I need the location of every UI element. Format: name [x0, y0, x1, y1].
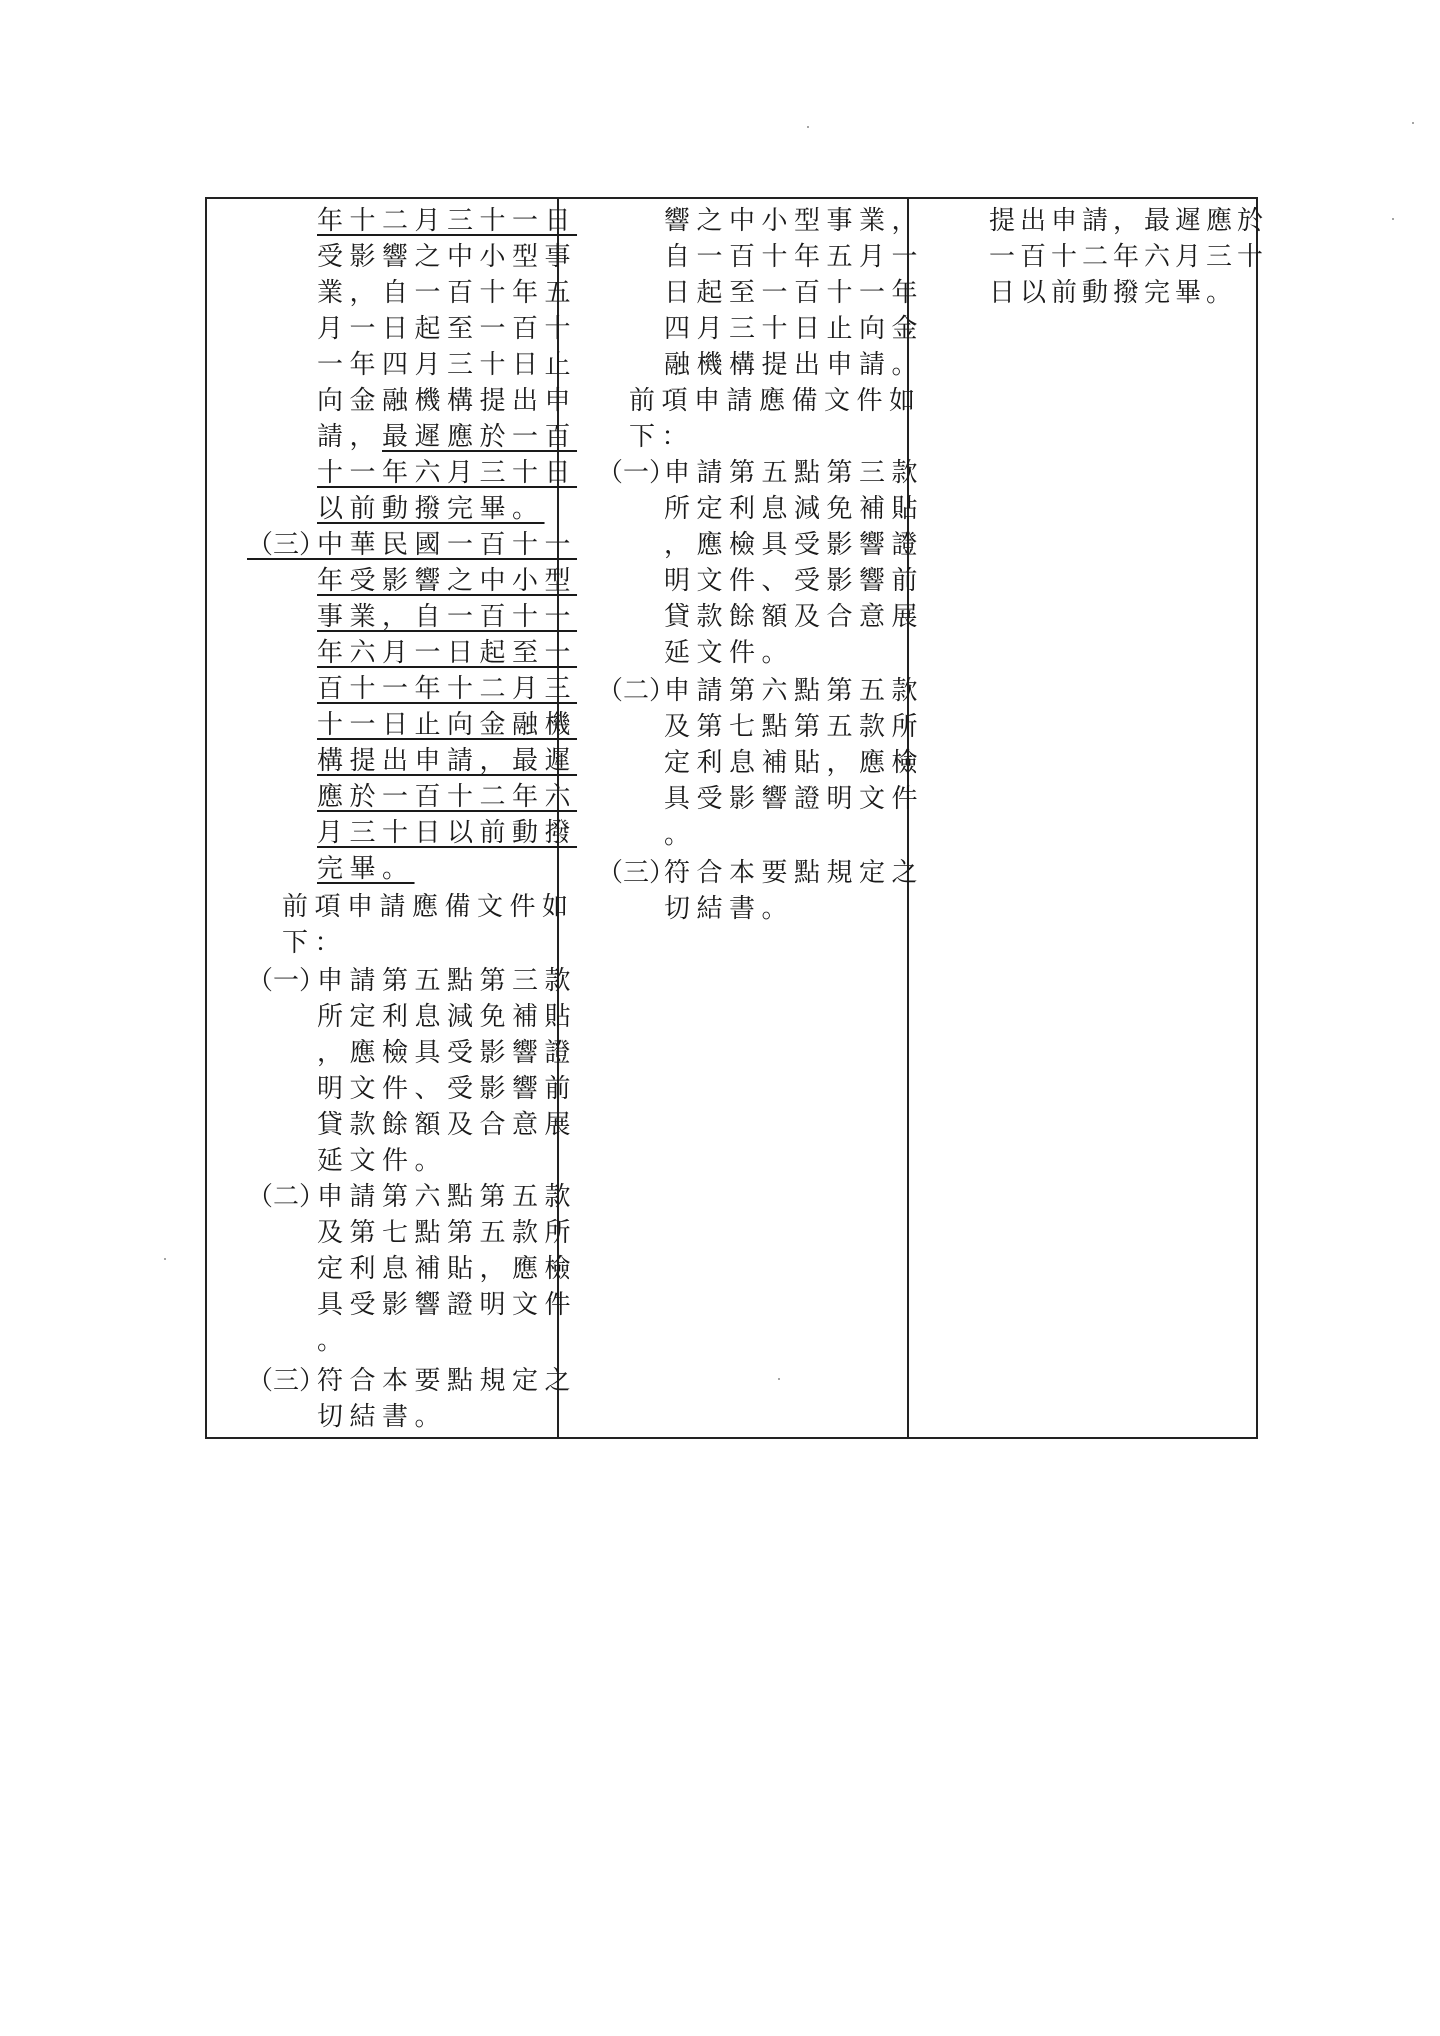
- column-current-text: [559, 199, 925, 1437]
- text-line: 申請第五點第三款: [317, 966, 578, 996]
- text-line: 延文件。: [664, 638, 795, 668]
- text-line: 定利息補貼，應檢: [317, 1254, 578, 1284]
- text-line-underlined: 事業，自一百十一: [317, 602, 578, 632]
- text-line: 一百十二年六月三十: [989, 242, 1269, 272]
- text-line: ，應檢具受影響證: [317, 1038, 578, 1068]
- scan-speck: [807, 126, 809, 128]
- text-line: 符合本要點規定之: [317, 1366, 578, 1396]
- text-line: 。: [317, 1326, 350, 1356]
- text-line: 貸款餘額及合意展: [317, 1110, 578, 1140]
- scan-speck: [1392, 218, 1394, 220]
- amendment-table: [205, 197, 1269, 1439]
- text-line: 年十二月三十一日: [317, 206, 578, 236]
- item-marker: （三）: [247, 1366, 326, 1396]
- text-line: 所定利息減免補貼: [664, 494, 925, 524]
- text-line-underlined: 完畢。: [317, 854, 415, 884]
- text-line: 日起至一百十一年: [664, 278, 925, 308]
- column-amended-text: [207, 199, 578, 1437]
- text-line: 月一日起至一百十: [317, 314, 578, 344]
- text-line: 切結書。: [317, 1402, 448, 1432]
- text-line: 定利息補貼，應檢: [664, 748, 925, 778]
- text-line: 明文件、受影響前: [664, 566, 925, 596]
- scan-speck: [1412, 122, 1414, 124]
- text-line: 業，自一百十年五: [317, 278, 578, 308]
- text-line: 及第七點第五款所: [664, 712, 925, 742]
- text-line: 一年四月三十日止: [317, 350, 578, 380]
- text-line: 申請第六點第五款: [664, 676, 925, 706]
- text-line: 符合本要點規定之: [664, 858, 925, 888]
- text-line-underlined: 年受影響之中小型: [317, 566, 578, 596]
- text-line-underlined: 月三十日以前動撥: [317, 818, 578, 848]
- text-line: 明文件、受影響前: [317, 1074, 578, 1104]
- docs-intro: 下：: [282, 928, 348, 958]
- text-line: 具受影響證明文件: [664, 784, 925, 814]
- item-marker: （二）: [597, 676, 676, 706]
- text-line-underlined: 中華民國一百十一: [317, 530, 578, 560]
- item-marker: （一）: [597, 458, 676, 488]
- text-line-underlined: 百十一年十二月三: [317, 674, 578, 704]
- text-line: 響之中小型事業，: [664, 206, 925, 236]
- scan-speck: [778, 1378, 780, 1380]
- text-line-underlined: 以前動撥完畢。: [317, 494, 545, 524]
- text-line-underlined: 構提出申請，最遲: [317, 746, 578, 776]
- text-line: ，應檢具受影響證: [664, 530, 925, 560]
- text-line: 所定利息減免補貼: [317, 1002, 578, 1032]
- scan-speck: [164, 1258, 166, 1260]
- text-line: 四月三十日止向金: [664, 314, 925, 344]
- docs-intro: 下：: [629, 422, 695, 452]
- text-line: 申請第六點第五款: [317, 1182, 578, 1212]
- text-line: 切結書。: [664, 894, 795, 924]
- text-line: 延文件。: [317, 1146, 448, 1176]
- text-line: 。: [664, 820, 697, 850]
- text-line: 日以前動撥完畢。: [989, 278, 1238, 308]
- item-marker: （三）: [247, 530, 326, 560]
- text-line: 向金融機構提出申: [317, 386, 578, 416]
- text-line: 及第七點第五款所: [317, 1218, 578, 1248]
- text-line: 融機構提出申請。: [664, 350, 925, 380]
- item-marker: （二）: [247, 1182, 326, 1212]
- text-line: 申請第五點第三款: [664, 458, 925, 488]
- item-marker: （三）: [597, 858, 676, 888]
- text-line-underlined: 最遲應於一百: [382, 422, 578, 452]
- docs-intro: 前項申請應備文件如: [282, 892, 575, 922]
- text-line: 受影響之中小型事: [317, 242, 578, 272]
- text-line: 請，: [317, 422, 383, 452]
- column-explanation: [909, 199, 1269, 1437]
- text-line-underlined: 十一年六月三十日: [317, 458, 578, 488]
- text-line-underlined: 十一日止向金融機: [317, 710, 578, 740]
- docs-intro: 前項申請應備文件如: [629, 386, 922, 416]
- text-line: 具受影響證明文件: [317, 1290, 578, 1320]
- text-line: 貸款餘額及合意展: [664, 602, 925, 632]
- text-line-underlined: 年六月一日起至一: [317, 638, 578, 668]
- text-line: 自一百十年五月一: [664, 242, 925, 272]
- text-line: 提出申請，最遲應於: [989, 206, 1269, 236]
- item-marker: （一）: [247, 966, 326, 996]
- text-line-underlined: 應於一百十二年六: [317, 782, 578, 812]
